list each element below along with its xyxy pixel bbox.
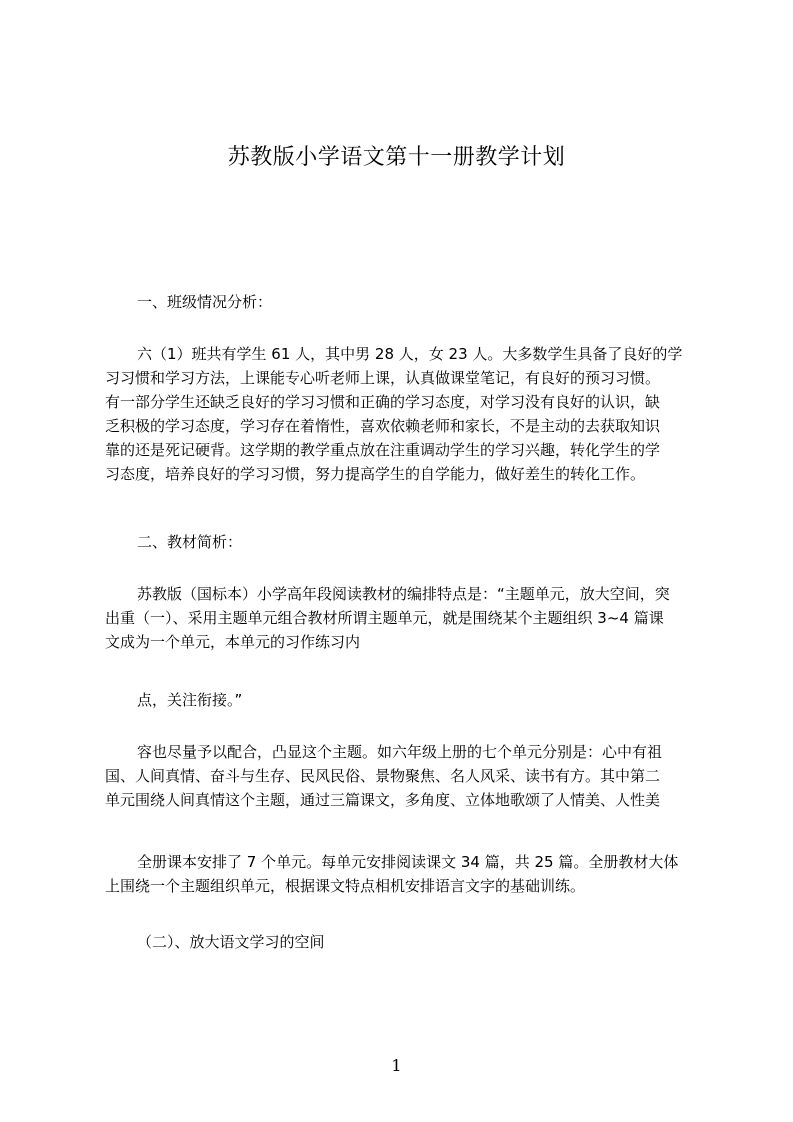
- section-heading-class-analysis: 一、班级情况分析：: [137, 293, 273, 311]
- paragraph-fragment-connection: 点，关注衔接。”: [137, 691, 243, 709]
- paragraph-unit-count: [105, 850, 715, 898]
- text-line: 国、人间真情、奋斗与生存、民风民俗、景物聚焦、名人风采、读书有方。其中第二: [105, 767, 661, 785]
- text-line: 靠的还是死记硬背。这学期的教学重点放在注重调动学生的学习兴趣，转化学生的学: [105, 441, 661, 459]
- page-number: 1: [391, 1056, 402, 1075]
- text-line: 有一部分学生还缺乏良好的学习习惯和正确的学习态度，对学习没有良好的认识，缺: [105, 393, 661, 411]
- paragraph-unit-themes: [105, 740, 715, 812]
- text-line: 乏积极的学习态度，学习存在着惰性，喜欢依赖老师和家长，不是主动的去获取知识: [105, 417, 661, 435]
- text-line: 单元围绕人间真情这个主题，通过三篇课文，多角度、立体地歌颂了人情美、人性美: [105, 791, 661, 809]
- section-heading-textbook-analysis: 二、教材简析：: [137, 533, 243, 551]
- paragraph-class-analysis: [105, 342, 715, 486]
- text-line: 苏教版（国标本）小学高年段阅读教材的编排特点是：“主题单元，放大空间，突: [137, 585, 670, 603]
- document-title: 苏教版小学语文第十一册教学计划: [227, 145, 566, 170]
- text-line: 习态度，培养良好的学习习惯，努力提高学生的自学能力，做好差生的转化工作。: [105, 465, 646, 483]
- text-line: 全册课本安排了 7 个单元。每单元安排阅读课文 34 篇，共 25 篇。全册教材大体: [137, 853, 679, 871]
- text-line: 容也尽量予以配合，凸显这个主题。如六年级上册的七个单元分别是：心中有祖: [137, 743, 663, 761]
- text-line: 文成为一个单元，本单元的习作练习内: [105, 633, 361, 651]
- text-line: 出重（一）、采用主题单元组合教材所谓主题单元，就是围绕某个主题组织 3~4 篇课: [105, 609, 664, 627]
- text-line: 上围绕一个主题组织单元，根据课文特点相机安排语言文字的基础训练。: [105, 877, 586, 895]
- section-heading-expand-space: （二）、放大语文学习的空间: [137, 933, 325, 951]
- text-line: 六（1）班共有学生 61 人，其中男 28 人，女 23 人。大多数学生具备了良好的学: [137, 345, 683, 363]
- text-line: 习习惯和学习方法，上课能专心听老师上课，认真做课堂笔记，有良好的预习习惯。: [105, 369, 661, 387]
- paragraph-textbook-features: [105, 582, 715, 654]
